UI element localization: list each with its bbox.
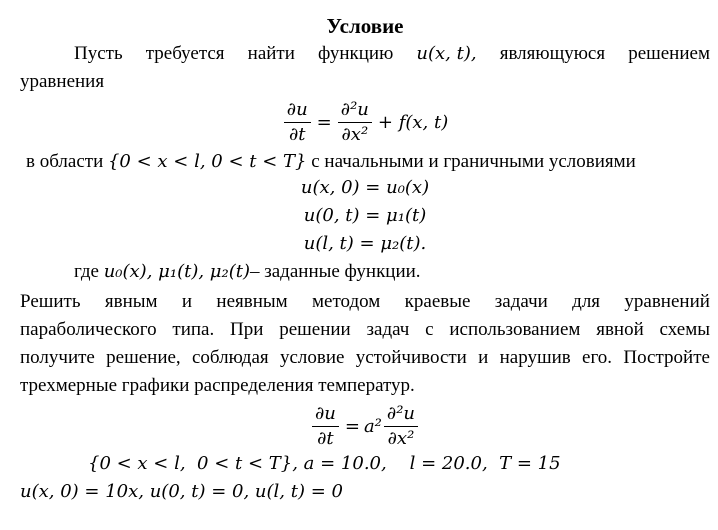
word: требуется <box>145 43 225 64</box>
page-title: Условие <box>326 14 404 38</box>
para1-line1 <box>74 42 710 66</box>
task-line-4: трехмерные графики распределения температур. <box>20 375 415 396</box>
fraction-rhs: $\frac{\text{∂²u}}{\text{∂x²}}$ <box>338 99 372 146</box>
boundary-condition-left: u(0, t) = μ₁(t) <box>303 205 427 226</box>
word: функцию <box>318 43 394 64</box>
task-line-1: Решить явным и неявным методом краевые задачи для уравнений <box>20 291 710 312</box>
given-functions-line: где u₀(x), μ₁(t), μ₂(t)– заданные функции. <box>74 261 421 282</box>
equals-sign: = <box>316 111 332 133</box>
task-line-3: получите решение, соблюдая условие устойчивости и нарушив его. Постройте <box>20 347 710 368</box>
word: решением <box>628 43 710 64</box>
region-math: {0 < x < l, 0 < t < T} <box>107 151 307 172</box>
boundary-condition-right: u(l, t) = μ₂(t). <box>303 233 427 254</box>
fraction-lhs: $\frac{\partial u}{\partial t}$ <box>312 403 339 450</box>
math-function: u(x, t), <box>416 43 477 64</box>
word: являющуюся <box>499 43 606 64</box>
word: Пусть <box>74 43 123 64</box>
para1-line2: уравнения <box>20 71 105 92</box>
given-math: u₀(x), μ₁(t), μ₂(t) <box>103 261 250 282</box>
initial-condition: u(x, 0) = u₀(x) <box>300 177 430 198</box>
boundary-conditions-line: u(x, 0) = 10x, u(0, t) = 0, u(l, t) = 0 <box>20 481 343 502</box>
source-term: + f(x, t) <box>377 111 449 133</box>
equals-sign: = <box>344 415 360 437</box>
fraction-rhs: $\frac{\text{∂²u}}{\text{∂x²}}$ <box>384 403 418 450</box>
coefficient: a² <box>363 415 382 437</box>
region-line: в области {0 < x < l, 0 < t < T} с начальными и граничными условиями <box>26 151 636 172</box>
word: найти <box>247 43 295 64</box>
parameters-line: {0 < x < l, 0 < t < T}, a = 10.0, l = 20.0, T = 15 <box>88 453 561 474</box>
heat-equation-general <box>0 94 718 150</box>
fraction-lhs: $\frac{\partial u}{\partial t}$ <box>284 99 311 146</box>
task-line-2: параболического типа. При решении задач с использованием явной схемы <box>20 319 710 340</box>
heat-equation-specific <box>0 398 718 454</box>
